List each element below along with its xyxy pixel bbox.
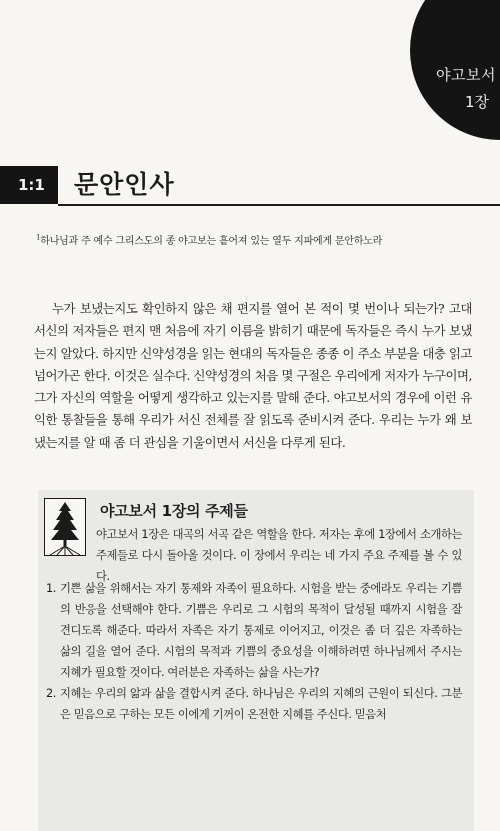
list-item-number: 2. bbox=[46, 687, 56, 700]
section-number: 1:1 bbox=[0, 166, 58, 204]
scripture-verse bbox=[36, 232, 476, 247]
body-paragraph: 누가 보냈는지도 확인하지 않은 채 편지를 열어 본 적이 몇 번이나 되는가? 고대 서신의 저자들은 편지 맨 처음에 자기 이름을 밝히기 때문에 독자들은 즉시 누가 보냈는지 알았다. 하지만 신약성경을 읽는 현대의 독자들은 종종 이 주소 부분을 대충 읽고 넘어가곤 한다. 이것은 실수다. 신약성경의 처음 몇 구절은 우리에게 저자가 누구이며, 그가 자신의 역할을 어떻게 생각하고 있는지를 말해 준다. 야고보서의 경우에 이런 유익한 통찰들을 통해 우리가 서신 전체를 잘 읽도록 준비시켜 준다. 우리는 누가 왜 보냈는지를 알 때 좀 더 관심을 기울이면서 서신을 다루게 된다. bbox=[34, 301, 472, 450]
verse-number: 1 bbox=[36, 233, 41, 242]
section-rule bbox=[58, 204, 500, 206]
verse-text: 하나님과 주 예수 그리스도의 종 야고보는 흩어져 있는 열두 지파에게 문안하노라 bbox=[40, 236, 383, 247]
tree-icon bbox=[44, 498, 86, 556]
section-header bbox=[0, 164, 500, 208]
list-item bbox=[46, 683, 462, 725]
section-title: 문안인사 bbox=[74, 170, 175, 199]
theme-list bbox=[46, 578, 462, 725]
theme-box bbox=[38, 490, 474, 831]
badge-book-name: 야고보서 bbox=[436, 66, 496, 84]
theme-box-intro: 야고보서 1장은 대곡의 서곡 같은 역할을 한다. 저자는 후에 1장에서 소개하는 주제들로 다시 돌아올 것이다. 이 장에서 우리는 네 가지 주요 주제를 볼 수 있다. bbox=[96, 528, 462, 583]
list-item-text: 기쁜 삶을 위해서는 자기 통제와 자족이 필요하다. 시험을 받는 중에라도 우리는 기쁨의 반응을 선택해야 한다. 기쁨은 우리로 그 시험의 목적이 달성될 때까지 시험을 잘 견디도록 해준다. 따라서 자족은 자기 통제로 이어지고, 이것은 좀 더 깊은 자족하는 삶의 길을 열어 준다. 시험의 목적과 기쁨의 중요성을 이해하려면 하나님께서 주시는 지혜가 필요할 것이다. 여러분은 자족하는 삶을 사는가? bbox=[60, 582, 462, 679]
list-item bbox=[46, 578, 462, 683]
list-item-text: 지혜는 우리의 앎과 삶을 결합시켜 준다. 하나님은 우리의 지혜의 근원이 되신다. 그분은 믿음으로 구하는 모든 이에게 기꺼이 온전한 지혜를 주신다. 믿음처 bbox=[60, 687, 462, 721]
chapter-badge bbox=[410, 0, 500, 140]
list-item-number: 1. bbox=[46, 582, 56, 595]
theme-box-title: 야고보서 1장의 주제들 bbox=[100, 502, 248, 520]
badge-chapter: 1장 bbox=[465, 93, 490, 111]
